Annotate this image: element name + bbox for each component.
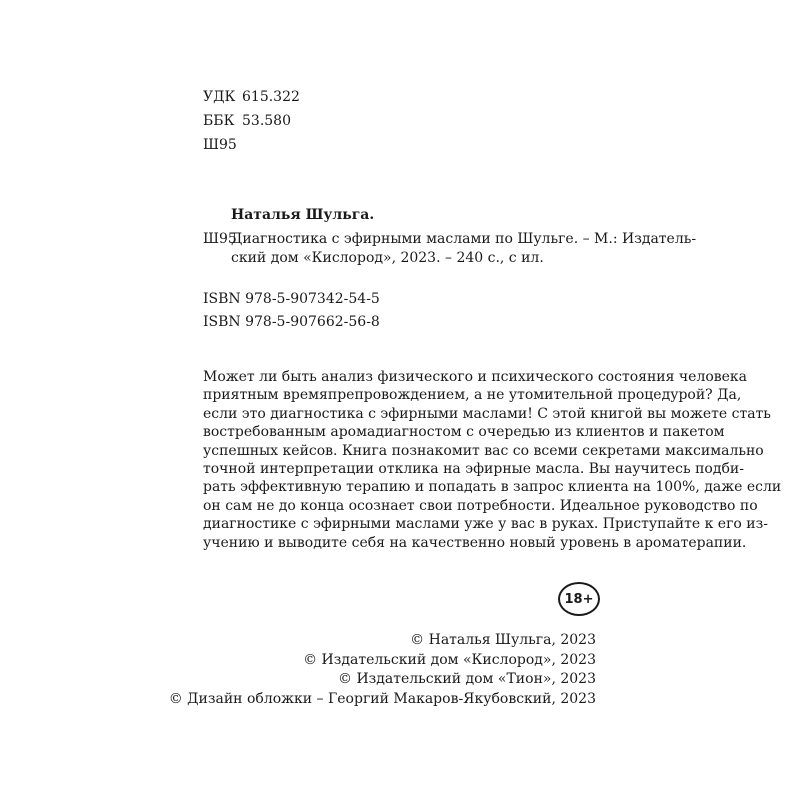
copyright-block xyxy=(169,631,596,709)
isbn-2: ISBN 978-5-907662-56-8 xyxy=(203,314,380,330)
annotation-line: Может ли быть анализ физического и психического состояния человека xyxy=(203,369,748,385)
annotation-line: рать эффективную терапию и попадать в запрос клиента на 100%, даже если xyxy=(203,479,782,496)
isbn-1: ISBN 978-5-907342-54-5 xyxy=(203,291,380,307)
bbk-label: ББК xyxy=(203,113,235,129)
copyright-line: © Дизайн обложки – Георгий Макаров-Якубовский, 2023 xyxy=(168,690,596,707)
annotation-line: приятным времяпрепровождением, а не утомительной процедурой? Да, xyxy=(203,387,742,404)
annotation-line: востребованным аромадиагностом с очередью из клиентов и пакетом xyxy=(203,424,725,441)
annotation xyxy=(203,368,782,552)
udc-label: УДК xyxy=(203,89,236,105)
author-sign: Ш95 xyxy=(203,137,237,153)
annotation-line: учению и выводите себя на качественно новый уровень в ароматерапии. xyxy=(203,534,747,551)
annotation-line: диагностике с эфирными маслами уже у вас в руках. Приступайте к его из- xyxy=(203,516,769,533)
annotation-line: успешных кейсов. Книга познакомит вас со всеми секретами максимально xyxy=(203,442,764,459)
age-rating-badge: 18+ xyxy=(558,582,600,616)
bbk-value: 53.580 xyxy=(242,113,291,129)
bibliographic-line: Диагностика с эфирными маслами по Шульге. – М.: Издатель- xyxy=(231,231,697,247)
copyright-line: © Издательский дом «Тион», 2023 xyxy=(338,671,596,687)
udc-value: 615.322 xyxy=(242,89,300,105)
author-name: Наталья Шульга. xyxy=(231,207,375,223)
reference-code: Ш95 xyxy=(203,231,237,247)
copyright-line: © Наталья Шульга, 2023 xyxy=(410,632,596,648)
bibliographic-line: ский дом «Кислород», 2023. – 240 с., с ил. xyxy=(231,250,544,266)
copyright-line: © Издательский дом «Кислород», 2023 xyxy=(303,651,596,668)
annotation-line: точной интерпретации отклика на эфирные масла. Вы научитесь подби- xyxy=(203,460,744,477)
bibliographic-description xyxy=(231,230,696,268)
annotation-line: если это диагностика с эфирными маслами! С этой книгой вы можете стать xyxy=(203,405,771,422)
annotation-line: он сам не до конца осознает свои потребности. Идеальное руководство по xyxy=(203,497,758,514)
